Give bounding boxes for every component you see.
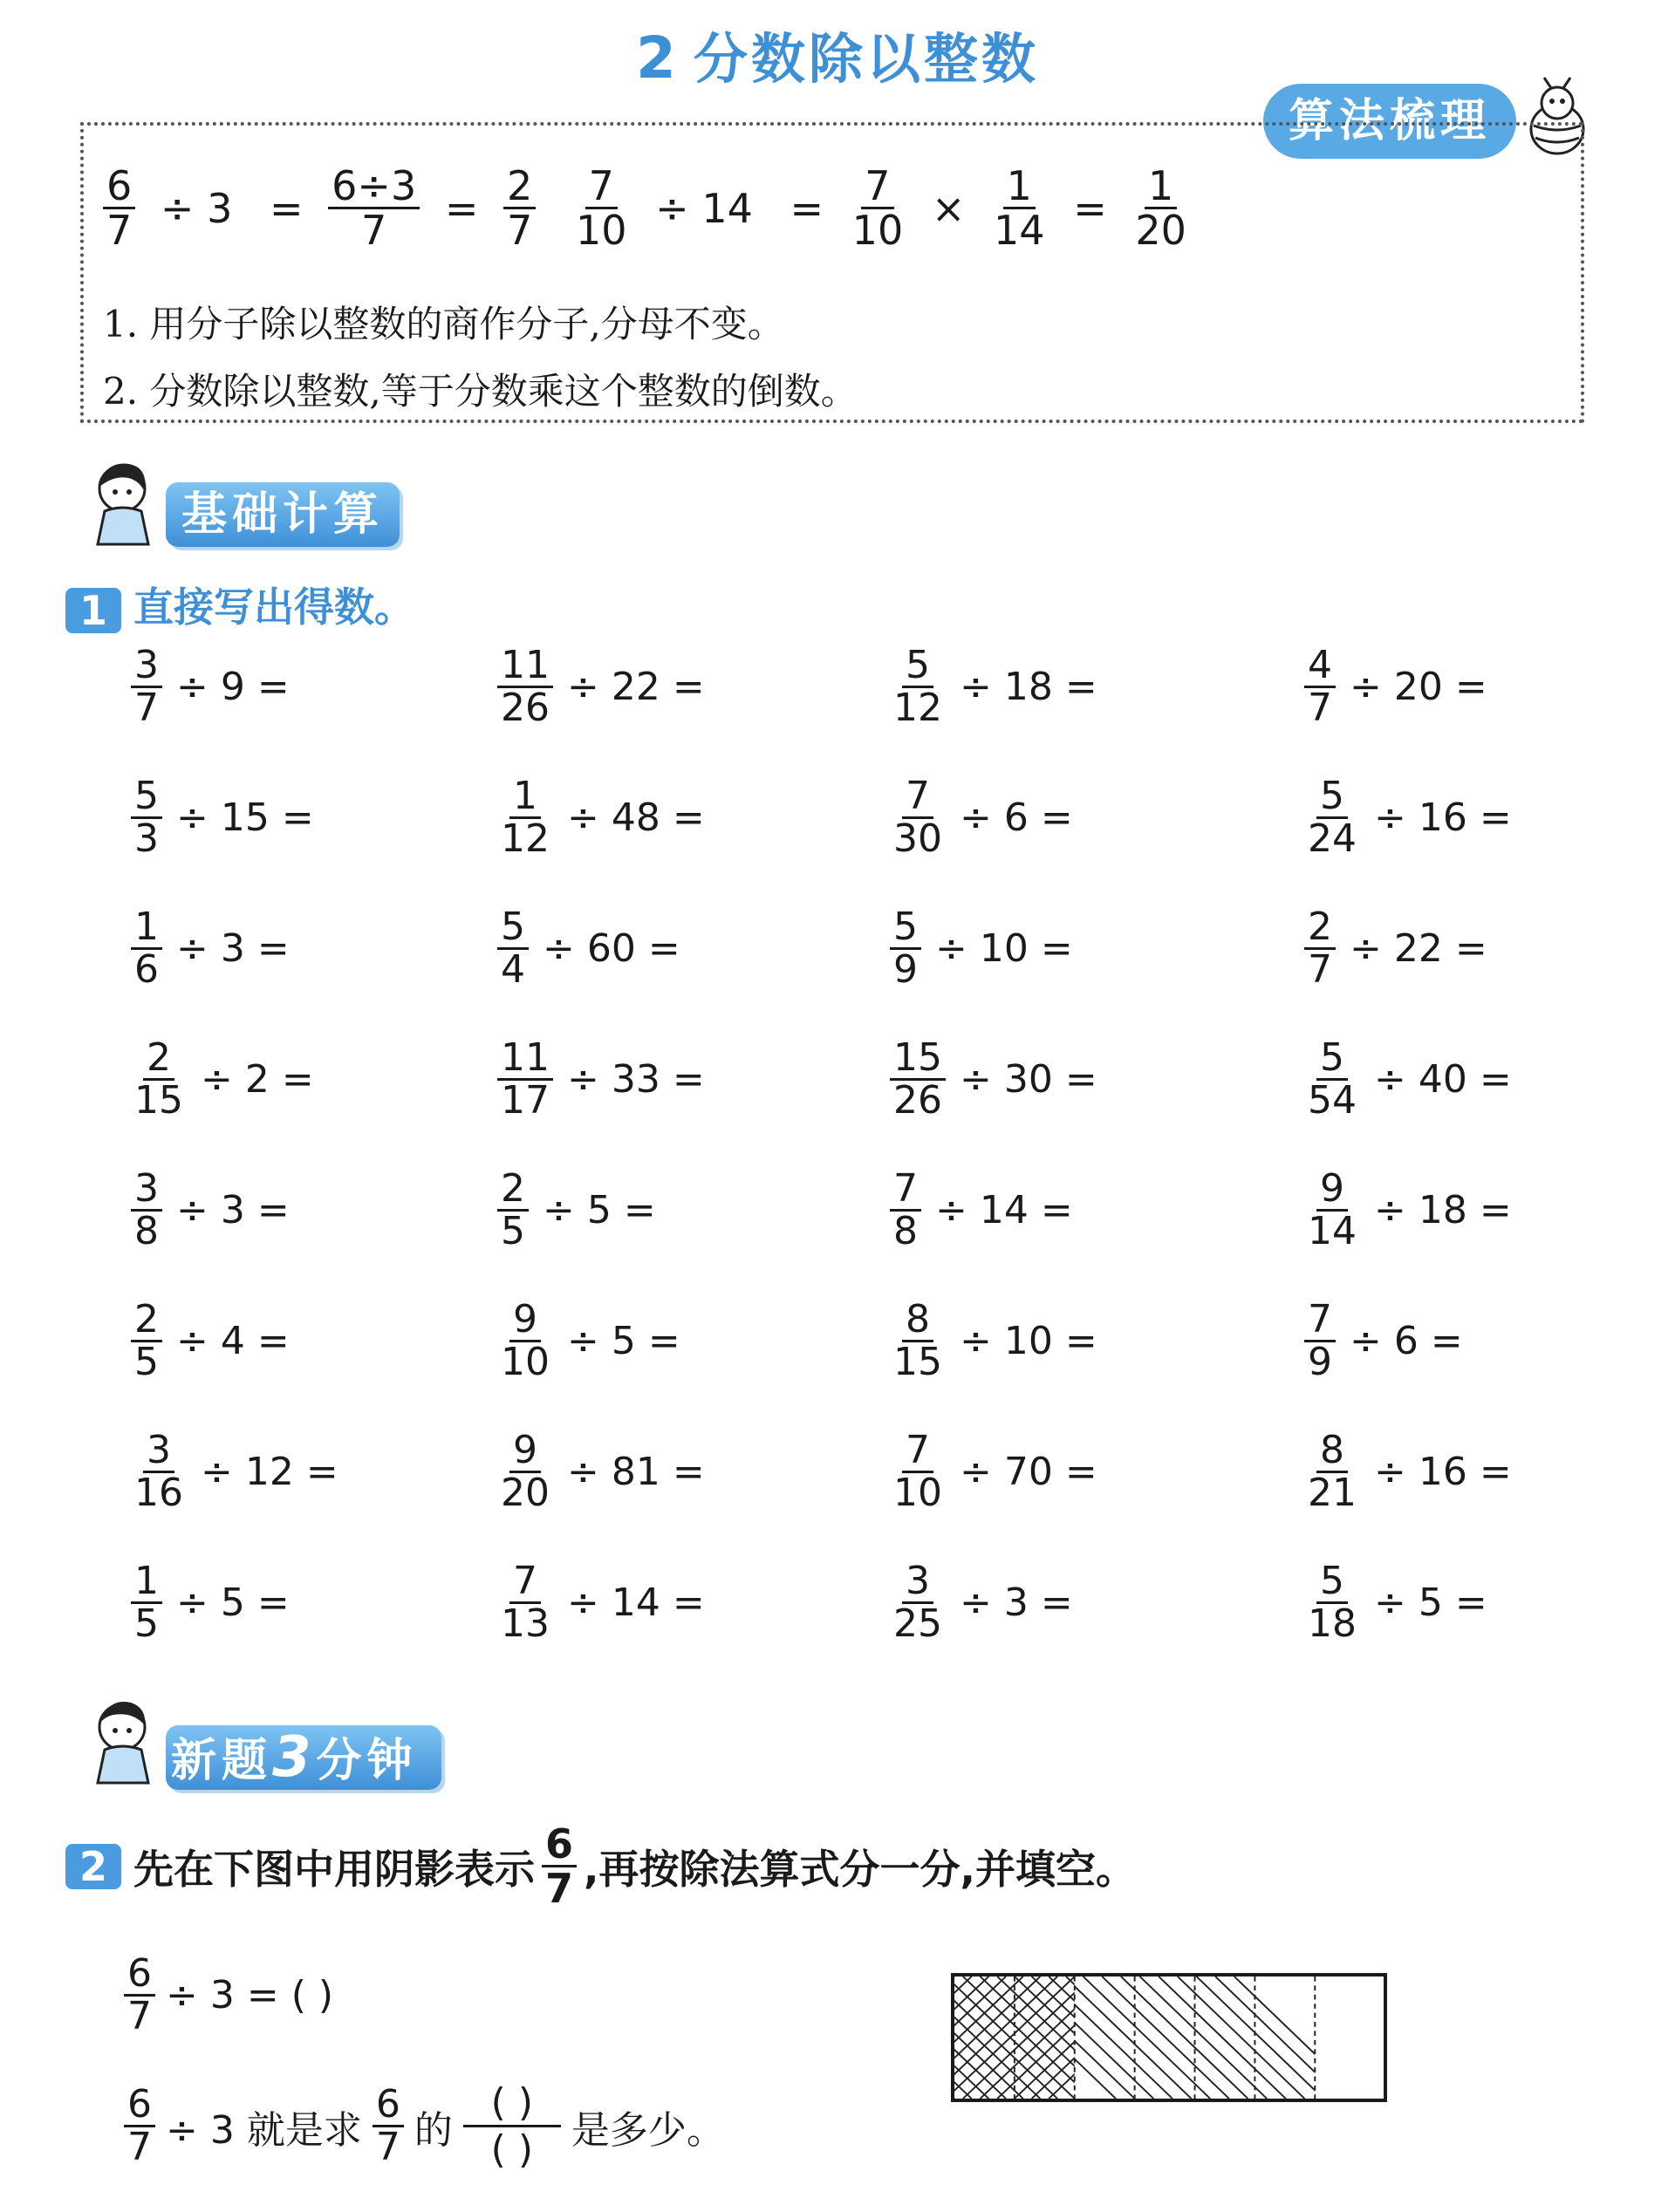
problem-operator[interactable]: ÷ 10 =: [960, 1319, 1097, 1364]
fraction: $\frac{5}{18}$: [1308, 1559, 1357, 1647]
problem-item: [890, 1166, 1073, 1254]
problem-operator[interactable]: ÷ 2 =: [201, 1057, 314, 1103]
fraction: $\frac{9}{20}$: [501, 1428, 550, 1516]
problem-item: [497, 1297, 680, 1385]
problem-item: [1304, 774, 1512, 862]
problem-item: [497, 1035, 705, 1123]
problem-operator[interactable]: ÷ 70 =: [960, 1450, 1097, 1495]
problem-item: [131, 643, 290, 731]
fraction: $\frac{5}{12}$: [893, 643, 942, 731]
problem-operator[interactable]: ÷ 3 =: [960, 1580, 1073, 1626]
fraction: $\frac{2}{7}$: [503, 165, 536, 252]
problem-operator[interactable]: ÷ 5 =: [1374, 1580, 1487, 1626]
problem-operator[interactable]: ÷ 22 =: [1350, 926, 1487, 972]
problem-operator[interactable]: ÷ 10 =: [935, 926, 1073, 972]
fraction: $\frac{2}{5}$: [497, 1169, 529, 1252]
problem-item: [131, 905, 290, 993]
problem-operator[interactable]: ÷ 14 =: [567, 1580, 705, 1626]
problem-operator[interactable]: ÷ 40 =: [1374, 1057, 1512, 1103]
problem-item: [1304, 1428, 1512, 1516]
lesson-title: 分数除以整数: [693, 27, 1039, 91]
fraction: $\frac{6}{7}$: [103, 165, 135, 252]
problem-item: [497, 905, 680, 993]
algorithm-summary-badge: 算法梳理: [1263, 84, 1516, 159]
fraction: $\frac{7}{13}$: [501, 1559, 550, 1647]
fraction: $\frac{8}{21}$: [1308, 1428, 1357, 1516]
problem-operator[interactable]: ÷ 81 =: [567, 1450, 705, 1495]
fraction: $\frac{11}{17}$: [497, 1038, 553, 1121]
fraction: $\frac{4}{7}$: [1304, 645, 1336, 728]
problem-item: [1304, 643, 1487, 731]
problem-item: [890, 1559, 1073, 1647]
problem-item: [131, 774, 314, 862]
problem-item: [1304, 1559, 1487, 1647]
problem-item: [131, 1428, 338, 1516]
problem-item: [890, 774, 1073, 862]
problem-item: [497, 1166, 656, 1254]
fraction: $\frac{5}{3}$: [131, 776, 162, 859]
fraction: $\frac{1}{14}$: [994, 162, 1045, 255]
problem-operator[interactable]: ÷ 5 =: [567, 1319, 680, 1364]
problem-operator[interactable]: ÷ 20 =: [1350, 665, 1487, 710]
fraction: $\frac{6}{7}$: [373, 2085, 404, 2168]
problem-operator[interactable]: ÷ 18 =: [1374, 1188, 1512, 1233]
problem-operator[interactable]: ÷ 15 =: [176, 795, 314, 841]
example-formula-2: $\frac{7}{10}$ ÷ 14 = $\frac{7}{10}$ × $\frac{1}{14}$ = $\frac{1}{20}$: [572, 165, 1190, 252]
problem-item: [890, 1428, 1097, 1516]
problem-operator[interactable]: ÷ 5 =: [543, 1188, 656, 1233]
problem-operator[interactable]: ÷ 22 =: [567, 665, 705, 710]
fraction: $\frac{8}{15}$: [893, 1297, 942, 1385]
problem-item: [497, 643, 705, 731]
fraction: $\frac{2}{7}$: [1304, 907, 1336, 990]
problem-operator[interactable]: ÷ 48 =: [567, 795, 705, 841]
question-number: 1: [65, 588, 121, 633]
fraction: $\frac{1}{20}$: [1135, 162, 1186, 255]
fraction: $\frac{15}{26}$: [890, 1038, 946, 1121]
fraction: $\frac{7}{10}$: [851, 162, 904, 255]
section-basic-calc: 基础计算: [166, 482, 400, 547]
problem-operator[interactable]: ÷ 33 =: [567, 1057, 705, 1103]
rule-2: 2. 分数除以整数,等于分数乘这个整数的倒数。: [103, 370, 858, 413]
fill-blank-2: $\frac{6}{7}$ ÷ 3 就是求 $\frac{6}{7}$ 的 $\frac{( )}{( )}$ 是多少。: [113, 2080, 725, 2172]
problem-operator[interactable]: ÷ 18 =: [960, 665, 1097, 710]
answer-fraction-blank[interactable]: $\frac{( )}{( )}$: [463, 2080, 561, 2172]
problem-item: [890, 1035, 1097, 1123]
fraction: $\frac{1}{6}$: [131, 907, 162, 990]
problem-item: [497, 1428, 705, 1516]
shading-rectangle-diagram[interactable]: [951, 1973, 1387, 2102]
example-formula-1: $\frac{6}{7}$ ÷ 3 = $\frac{6\div 3}{7}$ = $\frac{2}{7}$: [103, 165, 536, 252]
rule-1: 1. 用分子除以整数的商作分子,分母不变。: [103, 303, 784, 345]
problem-item: [1304, 1166, 1512, 1254]
problem-item: [890, 643, 1097, 731]
fraction: $\frac{3}{25}$: [893, 1559, 942, 1647]
question-2-text-b: ,再按除法算式分一分,并填空。: [584, 1845, 1136, 1893]
fraction: $\frac{3}{8}$: [131, 1169, 162, 1252]
fraction: $\frac{5}{9}$: [890, 907, 921, 990]
question-number: 2: [65, 1844, 121, 1889]
question-1-title: 直接写出得数。: [133, 584, 414, 631]
fraction: $\frac{1}{12}$: [501, 774, 550, 862]
problem-operator[interactable]: ÷ 3 =: [176, 1188, 290, 1233]
boy-avatar-icon: [79, 1692, 174, 1788]
problem-item: [890, 905, 1073, 993]
fraction: $\frac{6}{7}$: [124, 1954, 155, 2037]
problem-item: [131, 1035, 314, 1123]
fraction: $\frac{9}{10}$: [501, 1297, 550, 1385]
problem-item: [131, 1297, 290, 1385]
problem-operator[interactable]: ÷ 9 =: [176, 665, 290, 710]
problem-operator[interactable]: ÷ 14 =: [935, 1188, 1073, 1233]
question-2-header: [65, 1820, 1136, 1913]
problem-item: [131, 1559, 290, 1647]
problem-item: [1304, 905, 1487, 993]
problem-operator[interactable]: ÷ 16 =: [1374, 795, 1512, 841]
fraction: $\frac{2}{15}$: [134, 1035, 183, 1123]
problem-item: [131, 1166, 290, 1254]
fraction: $\frac{6}{7}$: [124, 2085, 155, 2168]
girl-avatar-icon: [79, 454, 174, 550]
problem-item: [890, 1297, 1097, 1385]
fraction: $\frac{6}{7}$: [542, 1823, 577, 1910]
fraction: $\frac{1}{5}$: [131, 1561, 162, 1644]
problem-operator[interactable]: ÷ 5 =: [176, 1580, 290, 1626]
page-title: [0, 16, 1675, 93]
fraction: $\frac{11}{26}$: [497, 645, 553, 728]
problem-operator[interactable]: ÷ 60 =: [543, 926, 680, 972]
problem-operator[interactable]: ÷ 6 =: [960, 795, 1073, 841]
algorithm-summary-box: [80, 122, 1584, 423]
fraction: $\frac{2}{5}$: [131, 1300, 162, 1382]
fraction: $\frac{9}{14}$: [1308, 1166, 1357, 1254]
answer-blank-1[interactable]: ÷ 3 = ( ): [166, 1973, 334, 2018]
fill-blank-1: [113, 1951, 334, 2039]
problem-item: [1304, 1297, 1463, 1385]
fraction: $\frac{7}{30}$: [893, 774, 942, 862]
fraction: $\frac{7}{8}$: [890, 1169, 921, 1252]
problem-operator[interactable]: ÷ 12 =: [201, 1450, 338, 1495]
fraction: $\frac{7}{9}$: [1304, 1300, 1336, 1382]
problem-item: [497, 1559, 705, 1647]
fraction: $\frac{5}{54}$: [1308, 1035, 1357, 1123]
fraction: $\frac{7}{10}$: [576, 162, 627, 255]
problem-operator[interactable]: ÷ 4 =: [176, 1319, 290, 1364]
problem-item: [497, 774, 705, 862]
fraction: $\frac{5}{24}$: [1308, 774, 1357, 862]
problem-operator[interactable]: ÷ 30 =: [960, 1057, 1097, 1103]
question-2-text-a: 先在下图中用阴影表示: [133, 1845, 535, 1893]
problem-operator[interactable]: ÷ 3 =: [176, 926, 290, 972]
fraction: $\frac{3}{7}$: [131, 645, 162, 728]
lesson-number: 2: [636, 24, 680, 92]
problem-operator[interactable]: ÷ 16 =: [1374, 1450, 1512, 1495]
problem-item: [1304, 1035, 1512, 1123]
question-1-header: [65, 576, 414, 633]
fraction: $\frac{5}{4}$: [497, 907, 529, 990]
problem-operator[interactable]: ÷ 6 =: [1350, 1319, 1463, 1364]
fraction: $\frac{7}{10}$: [893, 1428, 942, 1516]
fraction: $\frac{6\div 3}{7}$: [328, 165, 420, 252]
section-new-questions: 新题3分钟: [166, 1725, 441, 1790]
fraction: $\frac{3}{16}$: [134, 1428, 183, 1516]
